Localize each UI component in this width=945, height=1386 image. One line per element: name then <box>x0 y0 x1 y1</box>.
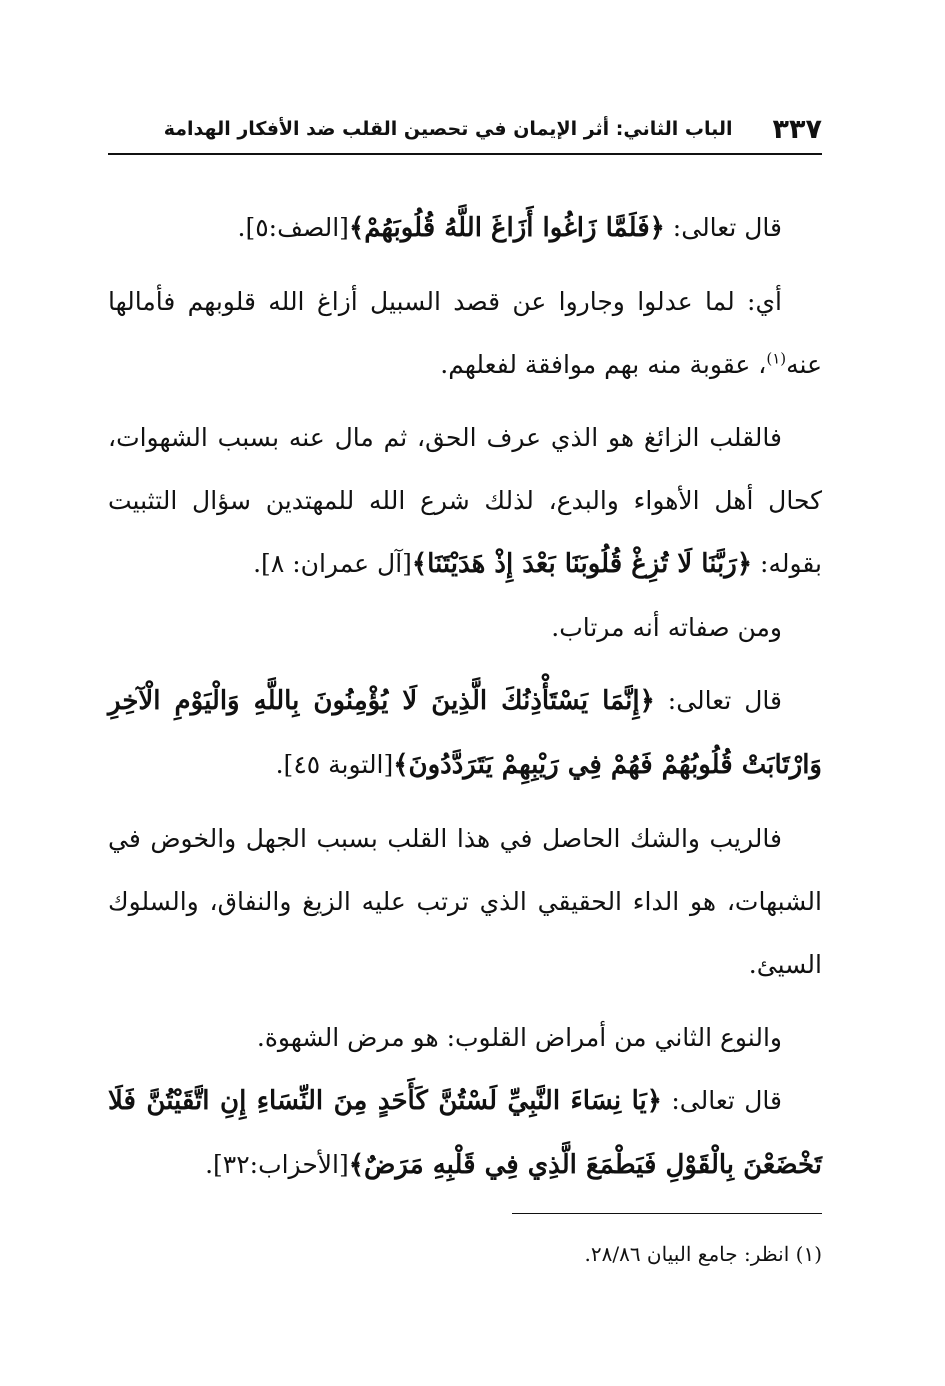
verse-citation: [الأحزاب:٣٢]. <box>205 1150 349 1179</box>
verse-citation: [التوبة ٤٥]. <box>275 750 394 779</box>
footnote-reference: (١) <box>766 349 787 368</box>
paragraph-text: ، عقوبة منه بهم موافقة لفعلهم. <box>440 350 767 379</box>
paragraph-6 <box>108 807 822 996</box>
paragraph-text: فالريب والشك الحاصل في هذا القلب بسبب الجهل والخوض في الشبهات، هو الداء الحقيقي الذي ترتب عليه الزيغ والنفاق، والسلوك السيئ. <box>108 824 822 979</box>
paragraph-1 <box>108 196 822 260</box>
quran-verse: ﴿فَلَمَّا زَاغُوا أَزَاغَ اللَّهُ قُلُوبَهُمْ﴾ <box>348 213 665 243</box>
verse-intro: قال تعالى: <box>664 213 782 242</box>
paragraph-text: ومن صفاته أنه مرتاب. <box>551 613 782 642</box>
page-number: ٣٣٧ <box>772 113 822 145</box>
running-title: الباب الثاني: أثر الإيمان في تحصين القلب ضد الأفكار الهدامة <box>163 118 733 140</box>
verse-intro: قال تعالى: <box>654 686 782 715</box>
paragraph-2 <box>108 270 822 396</box>
footnote: (١) انظر: جامع البيان ٢٨/٨٦. <box>584 1242 822 1266</box>
quran-verse: ﴿إِنَّمَا يَسْتَأْذِنُكَ الَّذِينَ لَا يُؤْمِنُونَ بِاللَّهِ وَالْيَوْمِ الْآخِرِ وَارْتَابَتْ قُلُوبُهُمْ فَهُمْ فِي رَيْبِهِمْ يَتَرَدَّدُونَ﴾ <box>108 686 822 780</box>
paragraph-5 <box>108 669 822 797</box>
header-rule <box>108 153 822 155</box>
paragraph-8 <box>108 1069 822 1197</box>
paragraph-7 <box>108 1006 822 1069</box>
paragraph-4 <box>108 596 822 659</box>
quran-verse: ﴿رَبَّنَا لَا تُزِغْ قُلُوبَنَا بَعْدَ إِذْ هَدَيْتَنَا﴾ <box>411 549 753 579</box>
paragraph-text: والنوع الثاني من أمراض القلوب: هو مرض الشهوة. <box>256 1023 782 1052</box>
quran-verse: ﴿يَا نِسَاءَ النَّبِيِّ لَسْتُنَّ كَأَحَدٍ مِنَ النِّسَاءِ إِنِ اتَّقَيْتُنَّ فَلَا تَخْضَعْنَ بِالْقَوْلِ فَيَطْمَعَ الَّذِي فِي قَلْبِهِ مَرَضٌ﴾ <box>108 1086 822 1180</box>
verse-intro: قال تعالى: <box>662 1086 782 1115</box>
verse-citation: [الصف:٥]. <box>237 213 349 242</box>
footnote-rule <box>512 1213 822 1214</box>
paragraph-3 <box>108 406 822 596</box>
page-header <box>108 108 822 150</box>
verse-citation: [آل عمران: ٨]. <box>253 549 412 578</box>
paragraph-text: فالقلب الزائغ هو الذي عرف الحق، ثم مال عنه بسبب الشهوات، كحال أهل الأهواء والبدع، لذلك شرع الله للمهتدين سؤال التثبيت بقوله: <box>108 423 822 578</box>
paragraph-text: أي: لما عدلوا وجاروا عن قصد السبيل أزاغ الله قلوبهم فأمالها عنه <box>108 287 822 379</box>
body-text <box>108 196 822 1197</box>
